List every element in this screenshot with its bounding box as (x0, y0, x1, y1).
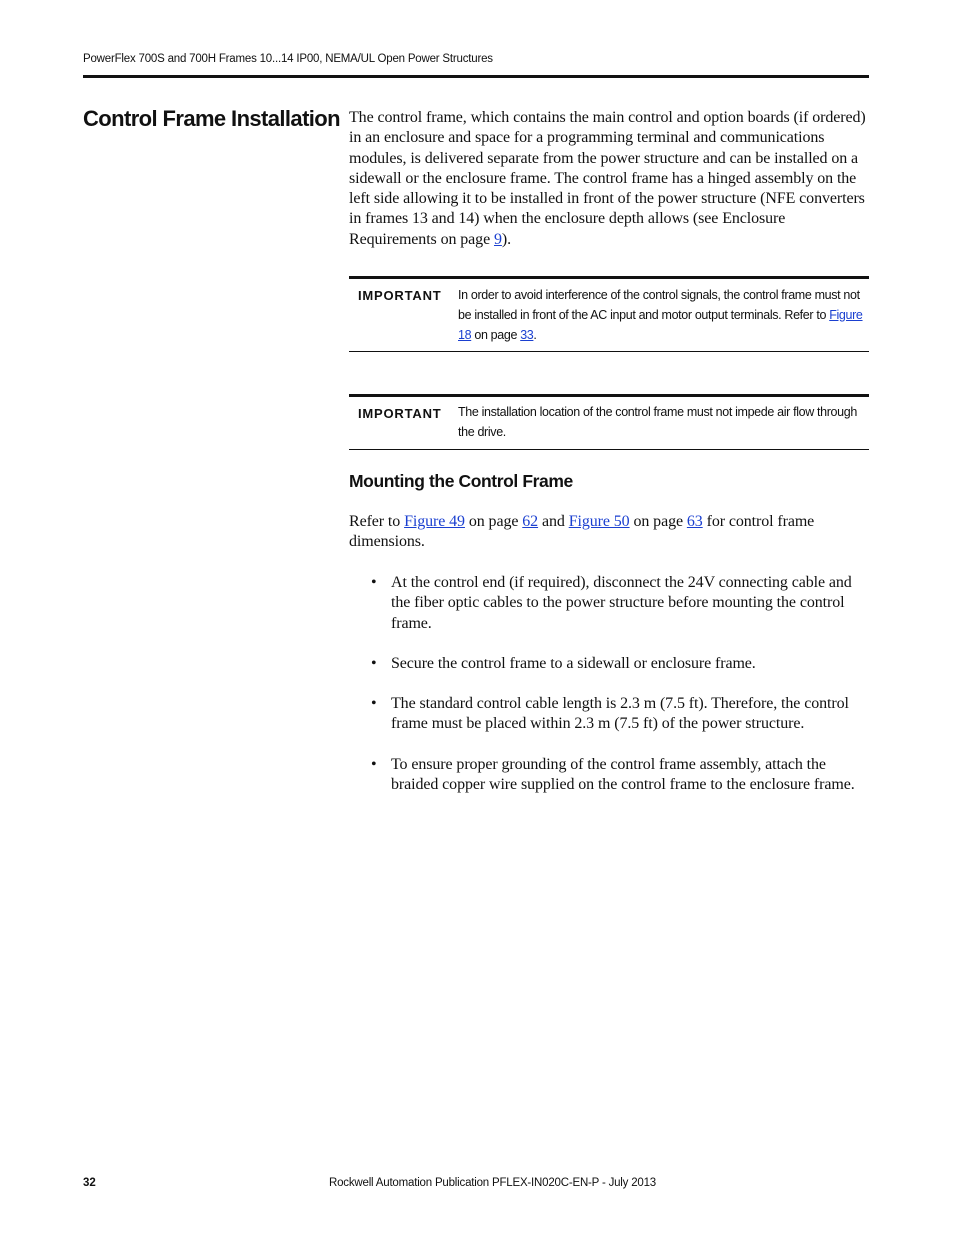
mounting-bullet-list (349, 573, 869, 815)
list-item (349, 573, 869, 634)
refer-text-e: for control frame dimensions. (349, 513, 815, 551)
refer-text-b: on page (464, 513, 523, 530)
important-box-1 (349, 276, 869, 352)
page-number: 32 (83, 1177, 96, 1189)
list-item (349, 694, 869, 735)
list-item (349, 654, 869, 674)
bullet-text: At the control end (if required), disconnect the 24V connecting cable and the fiber optic cables to the power structure before mounting the control frame. (391, 574, 852, 632)
figure-49-link[interactable]: Figure 49 (404, 513, 465, 530)
intro-paragraph-block (349, 108, 869, 250)
figure-50-link[interactable]: Figure 50 (568, 513, 630, 530)
running-header: PowerFlex 700S and 700H Frames 10...14 IP00, NEMA/UL Open Power Structures (83, 53, 493, 65)
important-text-a: In order to avoid interference of the control signals, the control frame must not be installed in front of the AC input and motor output terminals. Refer to (458, 288, 860, 322)
figure-18-link[interactable]: Figure 18 (458, 308, 863, 342)
important-label: IMPORTANT (358, 406, 442, 421)
important-text: The installation location of the control frame must not impede air flow through the drive. (458, 405, 857, 439)
intro-text: The control frame, which contains the main control and option boards (if ordered) in an enclosure and space for a programming terminal and communications modules, is delivered separate from the power structure and can be installed on a sidewall or the enclosure frame. The control frame has a hinged assembly on the left side allowing it to be installed in front of the power structure (NFE converters in frames 13 and 14) when the enclosure depth allows (see Enclosure Requirements on page (349, 109, 866, 248)
bullet-icon: • (371, 654, 377, 672)
refer-text-d: on page (629, 513, 687, 530)
important-text (458, 285, 869, 345)
intro-end-text: ). (501, 230, 512, 248)
page-62-link[interactable]: 62 (522, 513, 539, 530)
section-title: Control Frame Installation (83, 106, 340, 131)
bullet-icon: • (371, 755, 377, 773)
page-33-link[interactable]: 33 (520, 328, 534, 342)
subsection-title: Mounting the Control Frame (349, 471, 573, 491)
refer-paragraph (349, 512, 869, 553)
refer-paragraph-block (349, 512, 869, 553)
important-label: IMPORTANT (358, 288, 442, 303)
bullet-icon: • (371, 695, 377, 713)
page-9-link[interactable]: 9 (493, 230, 502, 248)
bullet-text: The standard control cable length is 2.3 m (7.5 ft). Therefore, the control frame must be placed within 2.3 m (7.5 ft) of the power structure. (391, 695, 849, 733)
important-text-b: on page (471, 328, 521, 342)
important-box-2 (349, 394, 869, 450)
publication-footer: Rockwell Automation Publication PFLEX-IN020C-EN-P - July 2013 (329, 1177, 656, 1189)
important-text-c: . (533, 328, 537, 342)
page-63-link[interactable]: 63 (686, 513, 703, 530)
intro-paragraph (349, 108, 869, 250)
list-item (349, 755, 869, 796)
header-rule (83, 75, 869, 78)
refer-text-a: Refer to (349, 513, 405, 530)
bullet-text: Secure the control frame to a sidewall or enclosure frame. (391, 654, 756, 672)
bullet-text: To ensure proper grounding of the control frame assembly, attach the braided copper wire supplied on the control frame to the enclosure frame. (391, 755, 855, 794)
bullet-icon: • (371, 574, 377, 591)
refer-text-c: and (538, 513, 569, 530)
